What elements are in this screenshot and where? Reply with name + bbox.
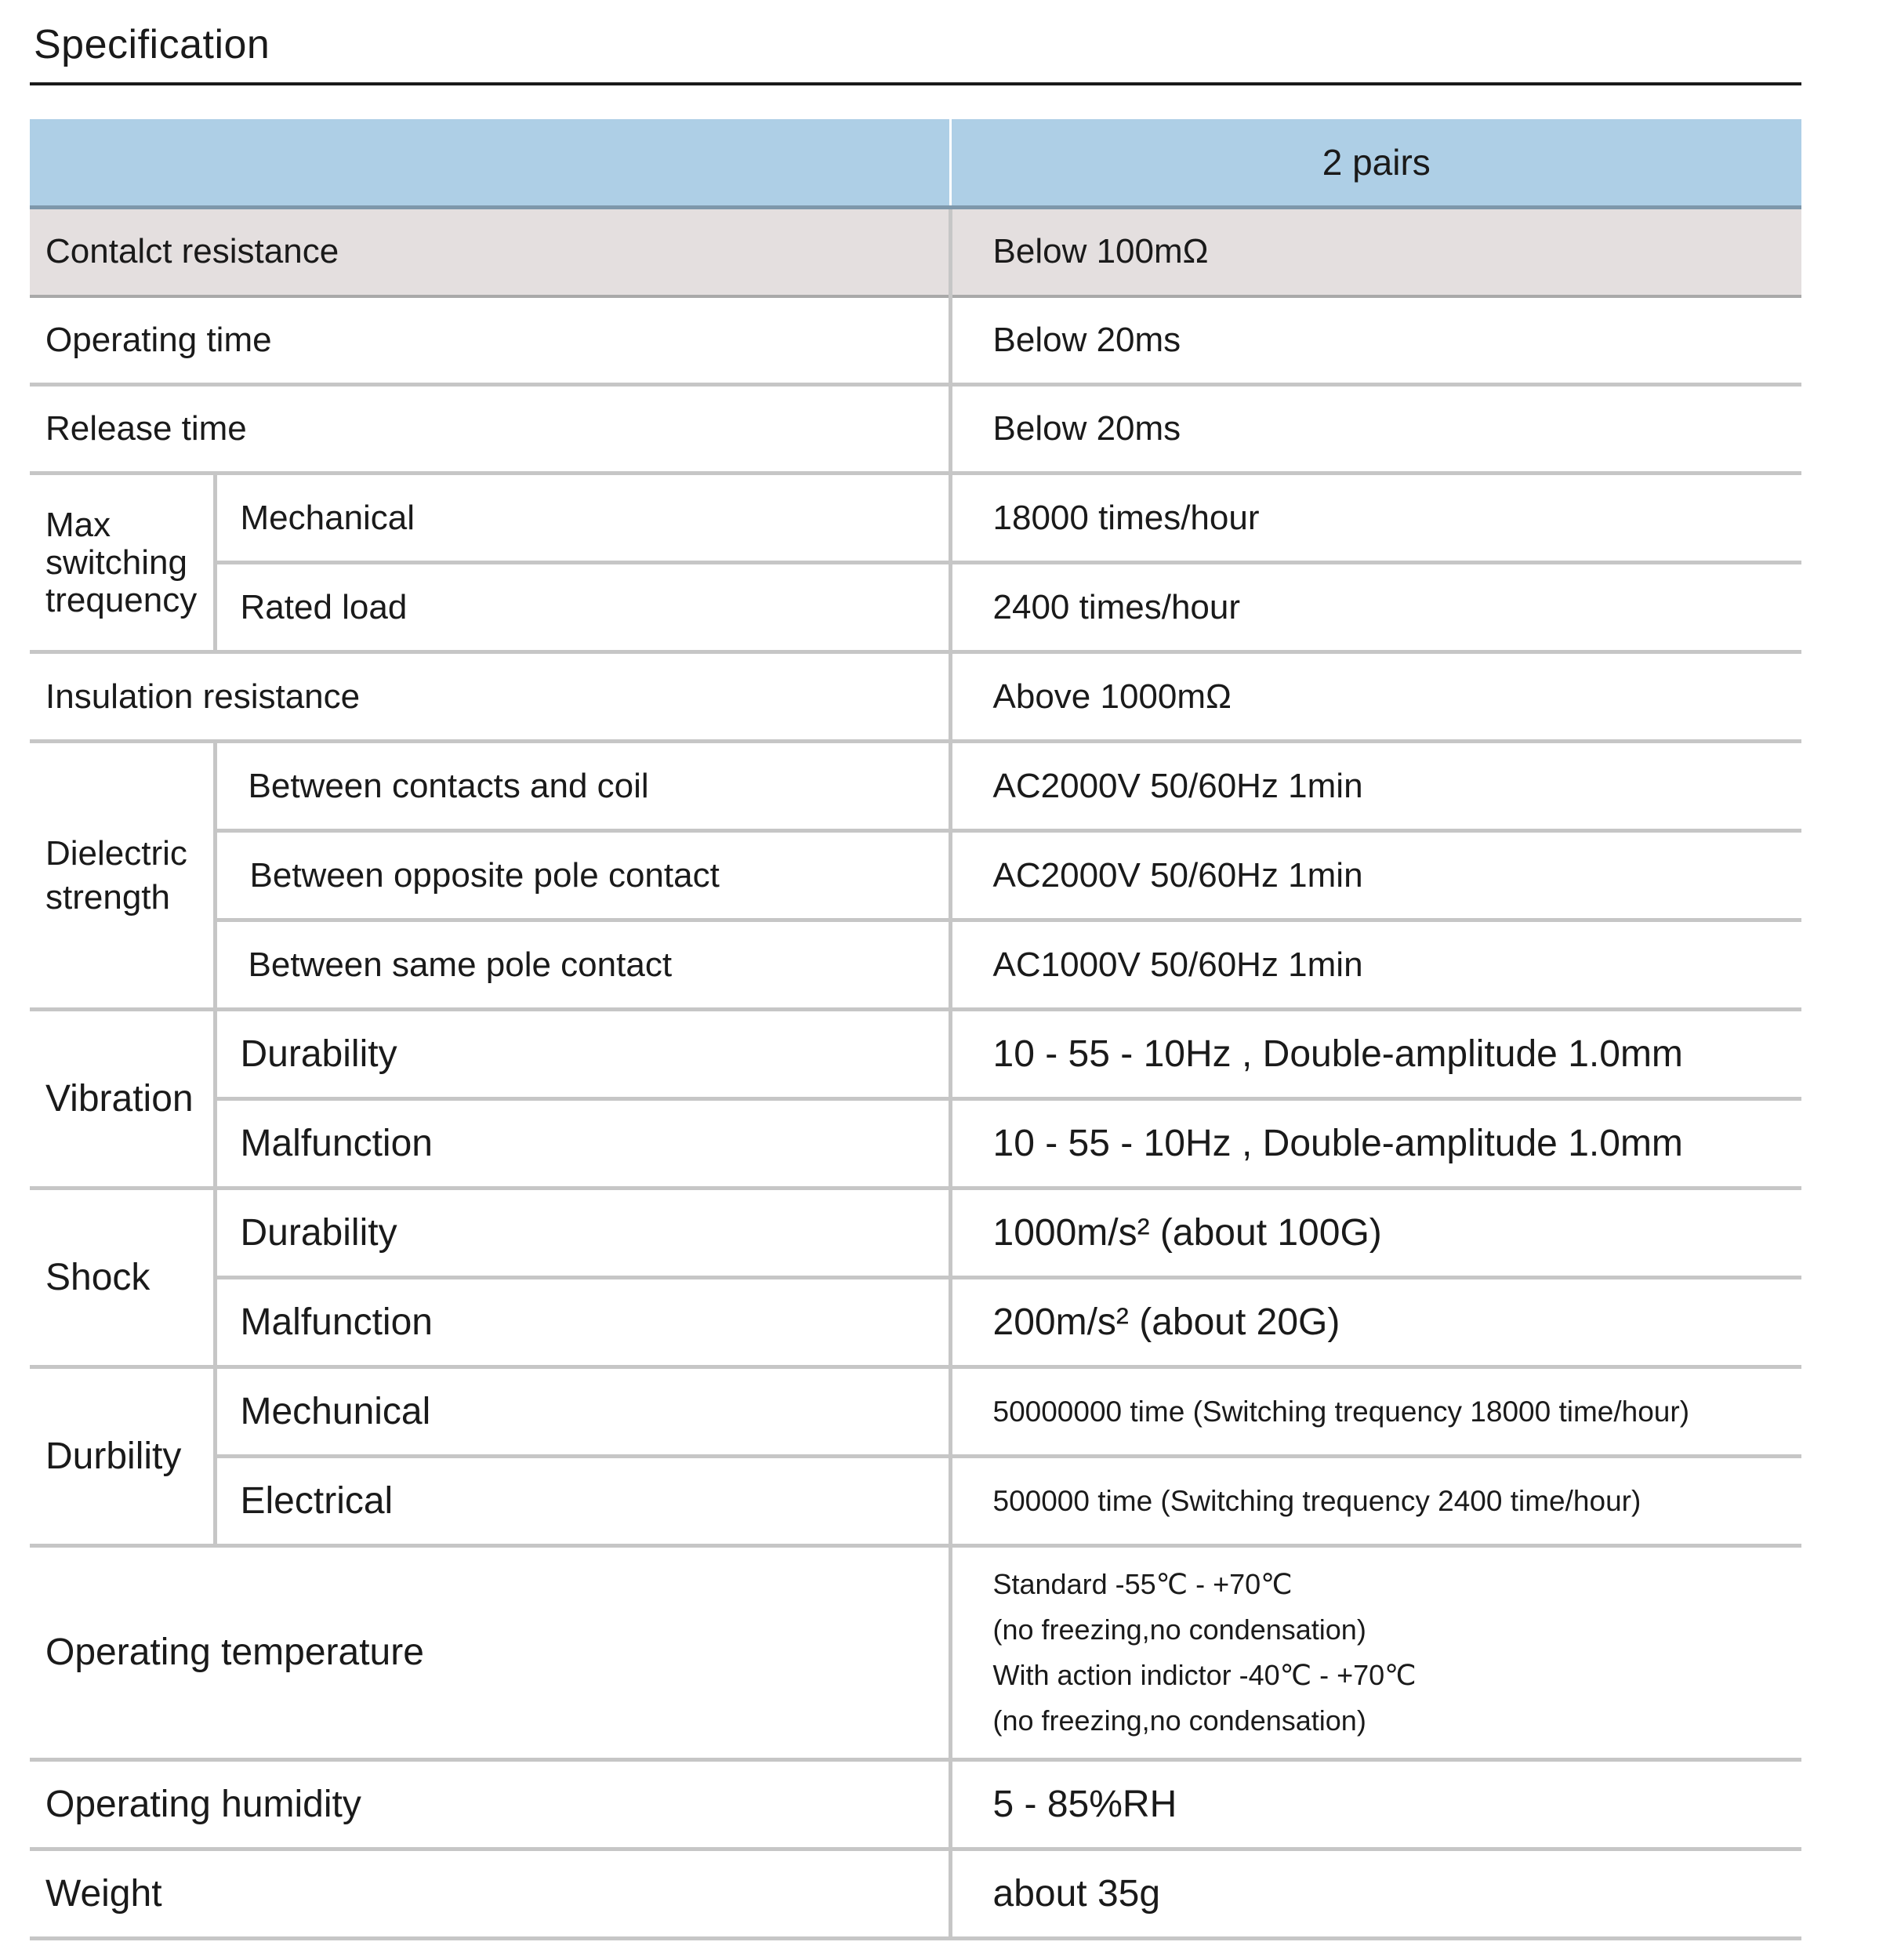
group-label-durbility: Durbility [30, 1367, 215, 1546]
table-row-operating-time [30, 296, 1801, 385]
table-row-operating-temperature [30, 1546, 1801, 1760]
table-row-durbility-electrical [30, 1457, 1801, 1546]
table-row-vibration-durability [30, 1010, 1801, 1099]
table-row-dielectric-opposite-pole [30, 831, 1801, 920]
row-value: AC2000V 50/60Hz 1min [950, 742, 1801, 831]
row-value: Below 20ms [950, 385, 1801, 474]
table-row-dielectric-contacts-coil [30, 742, 1801, 831]
sub-label: Between opposite pole contact [215, 831, 950, 920]
row-value: 5 - 85%RH [950, 1760, 1801, 1849]
row-value: 18000 times/hour [950, 474, 1801, 563]
sub-label: Durability [215, 1189, 950, 1278]
row-label: Release time [30, 385, 950, 474]
table-row-dielectric-same-pole [30, 920, 1801, 1010]
header-label-cell [30, 119, 950, 208]
row-value: Below 20ms [950, 296, 1801, 385]
table-row-insulation-resistance [30, 652, 1801, 742]
row-label: Operating temperature [30, 1546, 950, 1760]
temperature-standard-note: (no freezing,no condensation) [992, 1613, 1366, 1646]
row-label: Contalct resistance [30, 208, 950, 296]
row-label: Weight [30, 1849, 950, 1939]
row-value: Above 1000mΩ [950, 652, 1801, 742]
row-value: 10 - 55 - 10Hz , Double-amplitude 1.0mm [950, 1010, 1801, 1099]
row-value: Below 100mΩ [950, 208, 1801, 296]
sub-label: Between contacts and coil [215, 742, 950, 831]
sub-label: Mechunical [215, 1367, 950, 1457]
sub-label: Electrical [215, 1457, 950, 1546]
temperature-standard-line: Standard -55℃ - +70℃ [992, 1568, 1293, 1600]
specification-table [30, 119, 1801, 1940]
row-value: 500000 time (Switching trequency 2400 time/hour) [950, 1457, 1801, 1546]
table-row-durbility-mechunical [30, 1367, 1801, 1457]
row-label: Operating time [30, 296, 950, 385]
sub-label: Between same pole contact [215, 920, 950, 1010]
sub-label: Rated load [215, 563, 950, 652]
table-header-row [30, 119, 1801, 208]
row-value: 2400 times/hour [950, 563, 1801, 652]
table-row-vibration-malfunction [30, 1099, 1801, 1189]
row-value: about 35g [950, 1849, 1801, 1939]
temperature-indicator-line: With action indictor -40℃ - +70℃ [992, 1659, 1417, 1691]
row-value: 200m/s² (about 20G) [950, 1278, 1801, 1367]
title-divider [30, 82, 1801, 85]
page-title: Specification [34, 22, 270, 67]
sub-label: Durability [215, 1010, 950, 1099]
table-row-operating-humidity [30, 1760, 1801, 1849]
sub-label: Malfunction [215, 1099, 950, 1189]
table-row-shock-durability [30, 1189, 1801, 1278]
row-label: Operating humidity [30, 1760, 950, 1849]
row-value: AC1000V 50/60Hz 1min [950, 920, 1801, 1010]
table-row-max-switching-rated-load [30, 563, 1801, 652]
table-row-release-time [30, 385, 1801, 474]
temperature-indicator-note: (no freezing,no condensation) [992, 1704, 1366, 1737]
row-value: 50000000 time (Switching trequency 18000 time/hour) [950, 1367, 1801, 1457]
row-value: AC2000V 50/60Hz 1min [950, 831, 1801, 920]
row-value-temperature [950, 1546, 1801, 1760]
row-value: 1000m/s² (about 100G) [950, 1189, 1801, 1278]
row-value: 10 - 55 - 10Hz , Double-amplitude 1.0mm [950, 1099, 1801, 1189]
table-row-max-switching-mechanical [30, 474, 1801, 563]
sub-label: Malfunction [215, 1278, 950, 1367]
group-label-shock: Shock [30, 1189, 215, 1367]
sub-label: Mechanical [215, 474, 950, 563]
group-label-dielectric: Dielectric strength [30, 742, 215, 1010]
group-label-vibration: Vibration [30, 1010, 215, 1189]
header-value-cell: 2 pairs [950, 119, 1801, 208]
table-row-contact-resistance [30, 208, 1801, 296]
table-row-weight [30, 1849, 1801, 1939]
table-row-shock-malfunction [30, 1278, 1801, 1367]
row-label: Insulation resistance [30, 652, 950, 742]
group-label-max-switching: Max switching trequency [30, 474, 215, 652]
